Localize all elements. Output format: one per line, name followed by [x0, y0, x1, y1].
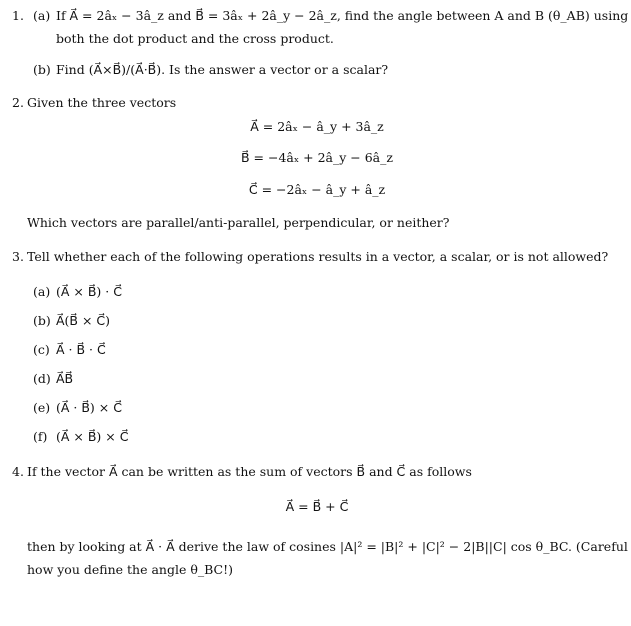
equation-vector-c: C⃗ = −2âₓ − â_y + â_z	[248, 182, 386, 197]
problem-4-conclusion-line-1: then by looking at A⃗ · A⃗ derive the law of cosines |A|² = |B|² + |C|² − 2|B||C| cos θ_BC. (Careful	[27, 539, 628, 554]
problem-2-number: 2.	[12, 95, 24, 110]
problem-3d-expr: A⃗B⃗	[56, 371, 74, 386]
problem-4-conclusion-line-2: how you define the angle θ_BC!)	[27, 562, 233, 577]
problem-3c-expr: A⃗ · B⃗ · C⃗	[56, 342, 106, 357]
problem-3b-expr: A⃗(B⃗ × C⃗)	[56, 313, 111, 328]
problem-2-intro: Given the three vectors	[27, 95, 177, 110]
problem-3b-label: (b)	[33, 313, 51, 328]
problem-3-intro: Tell whether each of the following operations results in a vector, a scalar, or is not allowed?	[27, 249, 609, 264]
problem-1a-text-line-1: If A⃗ = 2âₓ − 3â_z and B⃗ = 3âₓ + 2â_y − 2â_z, find the angle between A and B (θ_AB) using	[56, 8, 629, 23]
problem-3a-label: (a)	[33, 284, 51, 299]
problem-1a-text-line-2: both the dot product and the cross product.	[56, 31, 334, 46]
problem-1a-label: (a)	[33, 8, 51, 23]
problem-3a-expr: (A⃗ × B⃗) · C⃗	[56, 284, 122, 299]
problem-2-question: Which vectors are parallel/anti-parallel, perpendicular, or neither?	[27, 215, 450, 230]
problem-3e-label: (e)	[33, 400, 51, 415]
problem-1b-text: Find (A⃗×B⃗)/(A⃗·B⃗). Is the answer a vector or a scalar?	[56, 62, 389, 77]
equation-vector-b: B⃗ = −4âₓ + 2â_y − 6â_z	[241, 150, 393, 165]
problem-3-number: 3.	[12, 249, 24, 264]
problem-1b-label: (b)	[33, 62, 51, 77]
problem-3e-expr: (A⃗ · B⃗) × C⃗	[56, 400, 122, 415]
problem-3d-label: (d)	[33, 371, 51, 386]
problem-4-intro: If the vector A⃗ can be written as the sum of vectors B⃗ and C⃗ as follows	[27, 464, 472, 479]
problem-3c-label: (c)	[33, 342, 50, 357]
problem-3f-label: (f)	[33, 429, 48, 444]
problem-3f-expr: (A⃗ × B⃗) × C⃗	[56, 429, 129, 444]
problem-4-number: 4.	[12, 464, 24, 479]
equation-sum: A⃗ = B⃗ + C⃗	[285, 499, 349, 514]
problem-1-number: 1.	[12, 8, 24, 23]
equation-vector-a: A⃗ = 2âₓ − â_y + 3â_z	[250, 119, 384, 134]
